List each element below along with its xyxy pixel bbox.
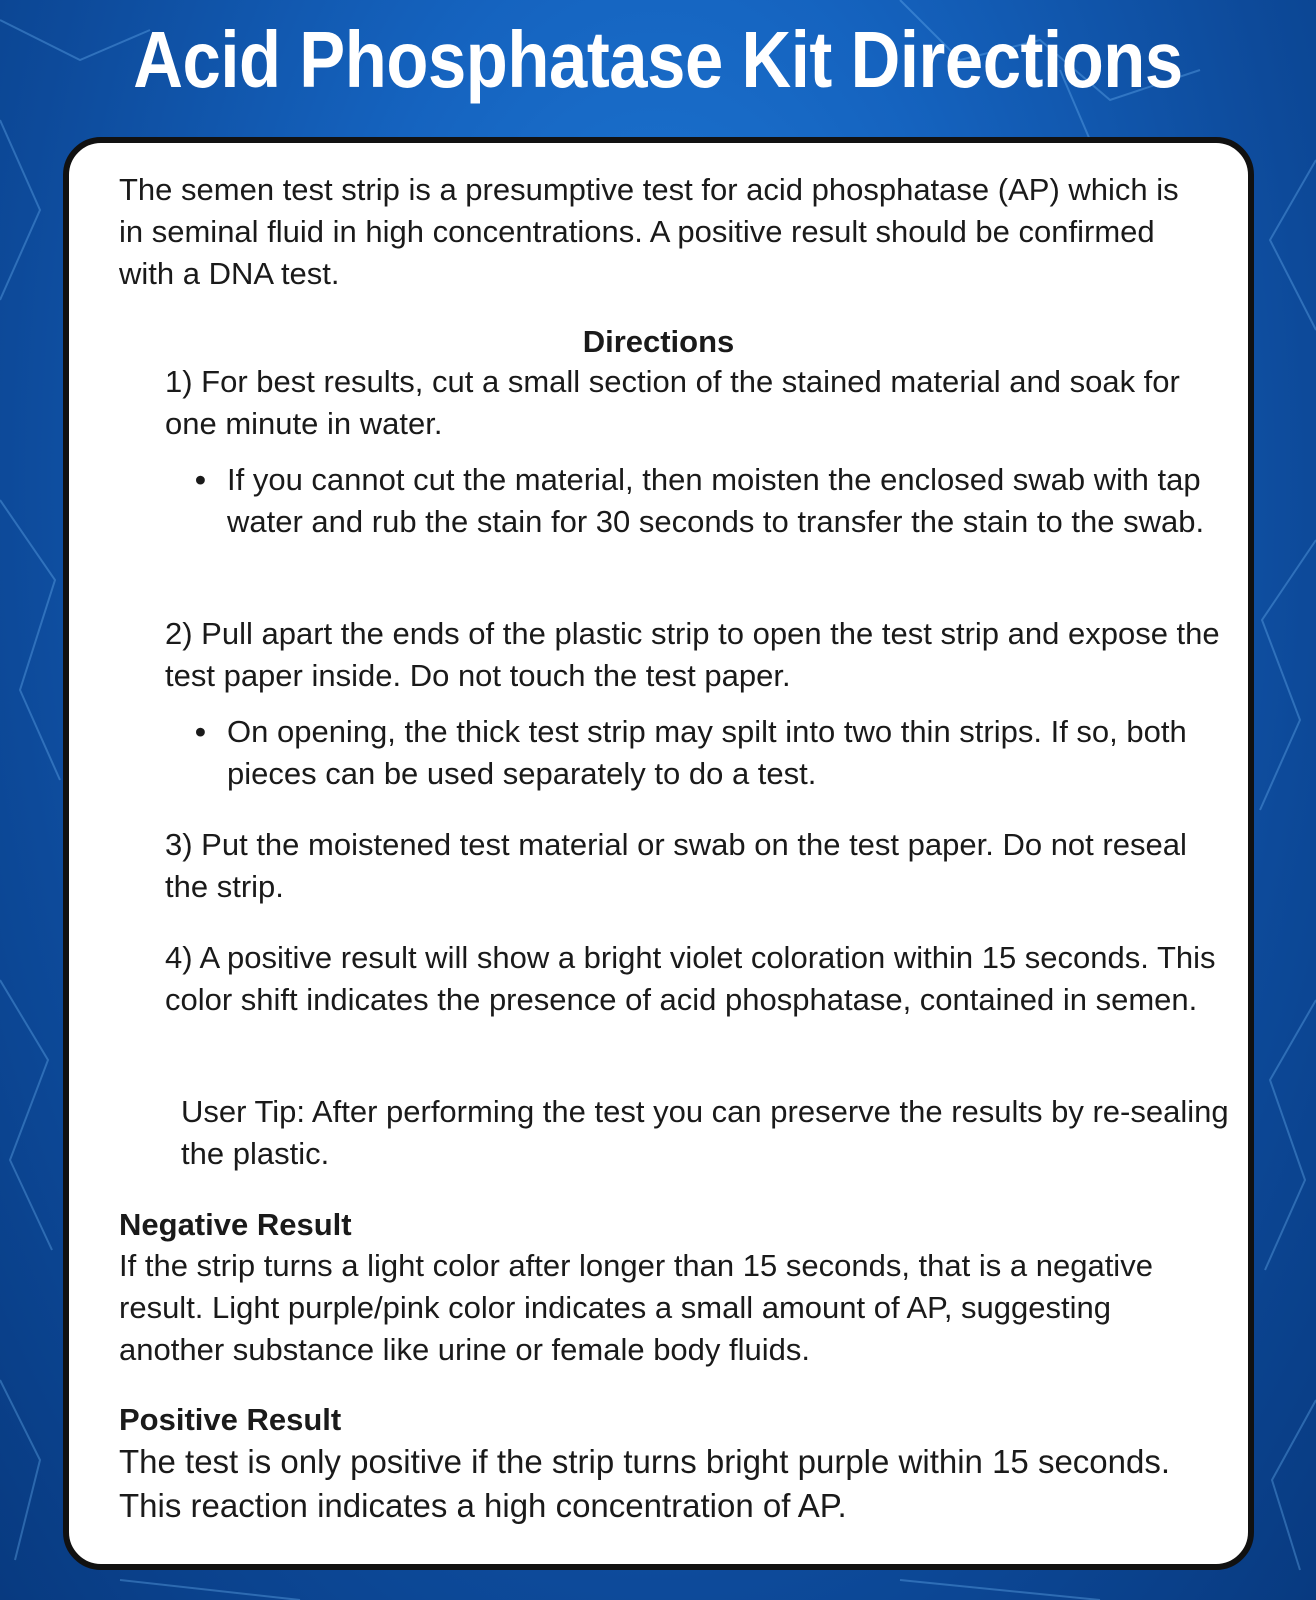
step-1-bullet — [195, 459, 1245, 543]
bullet-dot: • — [195, 714, 206, 749]
negative-result-body: If the strip turns a light color after longer than 15 seconds, that is a negative result. Light purple/pink color indicates a small amount of AP, suggesting another substance like urine or female body fluids. — [119, 1248, 1153, 1367]
step-1-bullet-text: If you cannot cut the material, then moisten the enclosed swab with tap water and rub the stain for 30 seconds to transfer the stain to the swab. — [227, 462, 1205, 539]
positive-result-body: The test is only positive if the strip turns bright purple within 15 seconds. This reaction indicates a high concentration of AP. — [119, 1443, 1171, 1524]
step-1: 1) For best results, cut a small section of the stained material and soak for one minute in water. — [165, 364, 1180, 441]
directions-card — [63, 137, 1254, 1570]
positive-result-heading: Positive Result — [119, 1402, 342, 1437]
step-3: 3) Put the moistened test material or swab on the test paper. Do not reseal the strip. — [165, 827, 1187, 904]
step-2-bullet-text: On opening, the thick test strip may spilt into two thin strips. If so, both pieces can be used separately to do a test. — [227, 714, 1187, 791]
intro-paragraph: The semen test strip is a presumptive test for acid phosphatase (AP) which is in seminal fluid in high concentrations. A positive result should be confirmed with a DNA test. — [119, 172, 1179, 291]
user-tip: User Tip: After performing the test you can preserve the results by re-sealing the plastic. — [181, 1094, 1229, 1171]
directions-heading: Directions — [582, 324, 735, 359]
negative-result-heading: Negative Result — [119, 1207, 352, 1242]
step-2-bullet — [195, 711, 1245, 795]
bullet-dot: • — [195, 462, 206, 497]
step-4: 4) A positive result will show a bright violet coloration within 15 seconds. This color shift indicates the presence of acid phosphatase, contained in semen. — [165, 940, 1216, 1017]
page-title: Acid Phosphatase Kit Directions — [133, 15, 1183, 104]
step-2: 2) Pull apart the ends of the plastic strip to open the test strip and expose the test paper inside. Do not touch the test paper. — [165, 616, 1220, 693]
